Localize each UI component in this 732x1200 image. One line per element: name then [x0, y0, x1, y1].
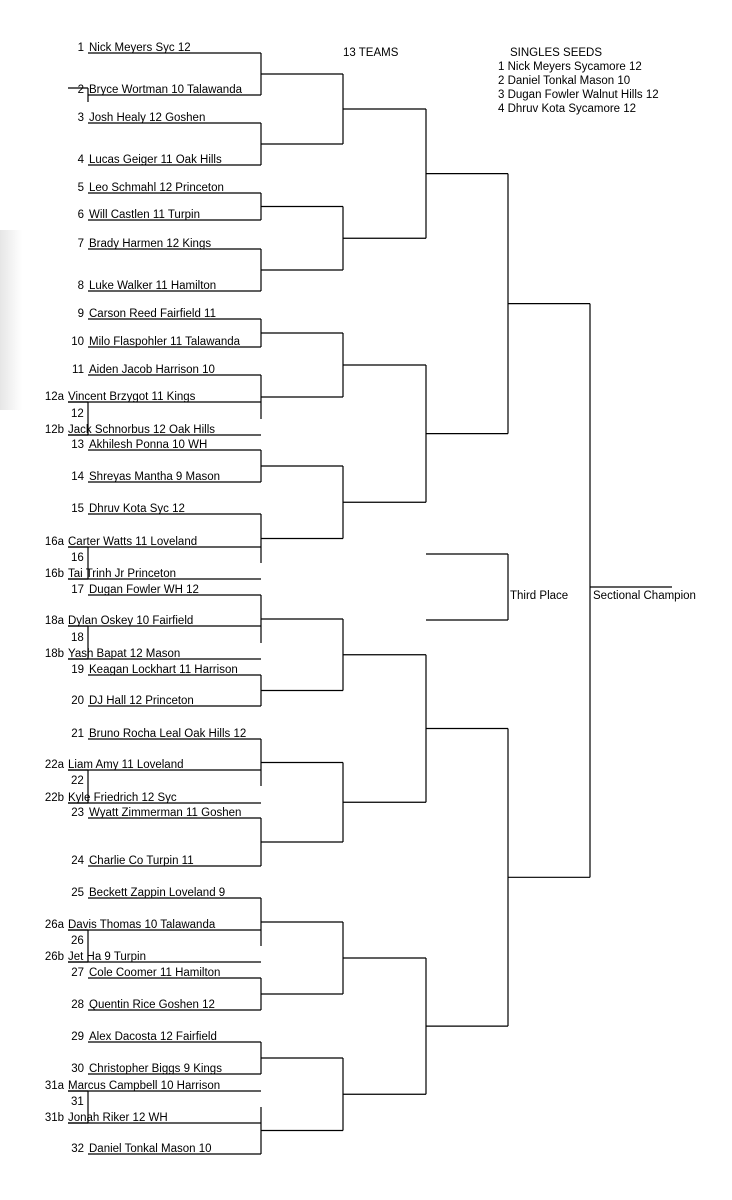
entry-seed: 27 [71, 967, 84, 979]
entry-seed: 24 [71, 855, 84, 867]
entry-seed: 22a [44, 759, 64, 771]
entry-name: Brady Harmen 12 Kings [89, 238, 212, 250]
entry-seed: 12a [44, 391, 64, 403]
seed-line: 2 Daniel Tonkal Mason 10 [498, 75, 631, 87]
entry-seed: 18b [44, 648, 64, 660]
entry-name: Leo Schmahl 12 Princeton [89, 182, 224, 194]
entry-seed: 5 [77, 182, 84, 194]
entry-name: Nick Meyers Syc 12 [89, 42, 191, 54]
entry-name: Carter Watts 11 Loveland [68, 536, 198, 548]
entry-name: Will Castlen 11 Turpin [89, 209, 200, 221]
entry-name: Dugan Fowler WH 12 [89, 584, 199, 596]
seed-line: 3 Dugan Fowler Walnut Hills 12 [498, 89, 659, 101]
entry-name: DJ Hall 12 Princeton [89, 695, 194, 707]
entry-name: Beckett Zappin Loveland 9 [89, 887, 226, 899]
seed-line: 4 Dhruv Kota Sycamore 12 [498, 103, 637, 115]
entry-seed: 32 [71, 1143, 84, 1155]
entry-seed: 17 [71, 584, 84, 596]
entry-seed: 20 [71, 695, 84, 707]
entry-name: Christopher Biggs 9 Kings [89, 1063, 222, 1075]
entry-seed: 22b [44, 792, 64, 804]
entry-name: Carson Reed Fairfield 11 [89, 308, 216, 320]
entry-seed: 12 [71, 408, 84, 420]
entry-seed: 25 [71, 887, 84, 899]
entry-seed: 28 [71, 999, 84, 1011]
entry-seed: 12b [44, 424, 64, 436]
third-place-label: Third Place [510, 590, 569, 602]
entry-seed: 7 [77, 238, 84, 250]
entry-name: Davis Thomas 10 Talawanda [68, 919, 216, 931]
entry-name: Milo Flaspohler 11 Talawanda [89, 336, 241, 348]
entry-name: Jonah Riker 12 WH [68, 1112, 168, 1124]
entry-name: Bryce Wortman 10 Talawanda [89, 84, 242, 96]
entry-name: Kyle Friedrich 12 Syc [68, 792, 177, 804]
entry-seed: 21 [71, 728, 84, 740]
entry-name: Josh Healy 12 Goshen [89, 112, 206, 124]
seed-line: 1 Nick Meyers Sycamore 12 [498, 61, 642, 73]
entry-seed: 31b [44, 1112, 64, 1124]
entry-seed: 2 [77, 84, 84, 96]
entry-seed: 18 [71, 632, 84, 644]
entry-name: Keagan Lockhart 11 Harrison [89, 664, 238, 676]
entry-name: Yash Bapat 12 Mason [68, 648, 181, 660]
entry-name: Dhruv Kota Syc 12 [89, 503, 185, 515]
entry-seed: 14 [71, 471, 84, 483]
entry-seed: 6 [77, 209, 84, 221]
entry-seed: 10 [71, 336, 84, 348]
seeds-title: SINGLES SEEDS [510, 47, 603, 59]
entry-seed: 16b [44, 568, 64, 580]
entry-name: Charlie Co Turpin 11 [89, 855, 194, 867]
entry-seed: 26 [71, 935, 84, 947]
entry-seed: 31a [44, 1080, 64, 1092]
entry-seed: 9 [77, 308, 84, 320]
entry-name: Luke Walker 11 Hamilton [89, 280, 217, 292]
entry-seed: 16a [44, 536, 64, 548]
entry-seed: 29 [71, 1031, 84, 1043]
entry-seed: 30 [71, 1063, 84, 1075]
entry-name: Jack Schnorbus 12 Oak Hills [68, 424, 216, 436]
entry-seed: 18a [44, 615, 64, 627]
entry-seed: 16 [71, 552, 84, 564]
entry-name: Quentin Rice Goshen 12 [89, 999, 215, 1011]
entry-seed: 1 [77, 42, 84, 54]
entry-seed: 23 [71, 807, 84, 819]
entry-seed: 19 [71, 664, 84, 676]
entry-seed: 13 [71, 439, 84, 451]
entry-seed: 22 [71, 775, 84, 787]
entry-seed: 26b [44, 951, 64, 963]
entry-seed: 3 [77, 112, 84, 124]
entry-seed: 11 [72, 364, 84, 376]
entry-seed: 15 [71, 503, 84, 515]
entry-name: Jet Ha 9 Turpin [68, 951, 146, 963]
entry-name: Cole Coomer 11 Hamilton [89, 967, 221, 979]
entry-seed: 4 [77, 154, 84, 166]
entry-name: Shreyas Mantha 9 Mason [89, 471, 221, 483]
champion-label: Sectional Champion [593, 590, 696, 602]
entry-name: Daniel Tonkal Mason 10 [89, 1143, 212, 1155]
entry-name: Wyatt Zimmerman 11 Goshen [89, 807, 242, 819]
entry-seed: 31 [71, 1096, 84, 1108]
entry-seed: 26a [44, 919, 64, 931]
entry-name: Aiden Jacob Harrison 10 [89, 364, 215, 376]
entry-name: Dylan Oskey 10 Fairfield [68, 615, 194, 627]
entry-name: Vincent Brzygot 11 Kings [68, 391, 196, 403]
teams-count: 13 TEAMS [343, 47, 399, 59]
entry-name: Alex Dacosta 12 Fairfield [89, 1031, 217, 1043]
entry-name: Tai Trinh Jr Princeton [68, 568, 177, 580]
entry-name: Akhilesh Ponna 10 WH [89, 439, 208, 451]
entry-name: Bruno Rocha Leal Oak Hills 12 [89, 728, 247, 740]
entry-name: Lucas Geiger 11 Oak Hills [89, 154, 222, 166]
entry-name: Liam Amy 11 Loveland [68, 759, 184, 771]
entry-seed: 8 [77, 280, 84, 292]
entry-name: Marcus Campbell 10 Harrison [68, 1080, 221, 1092]
